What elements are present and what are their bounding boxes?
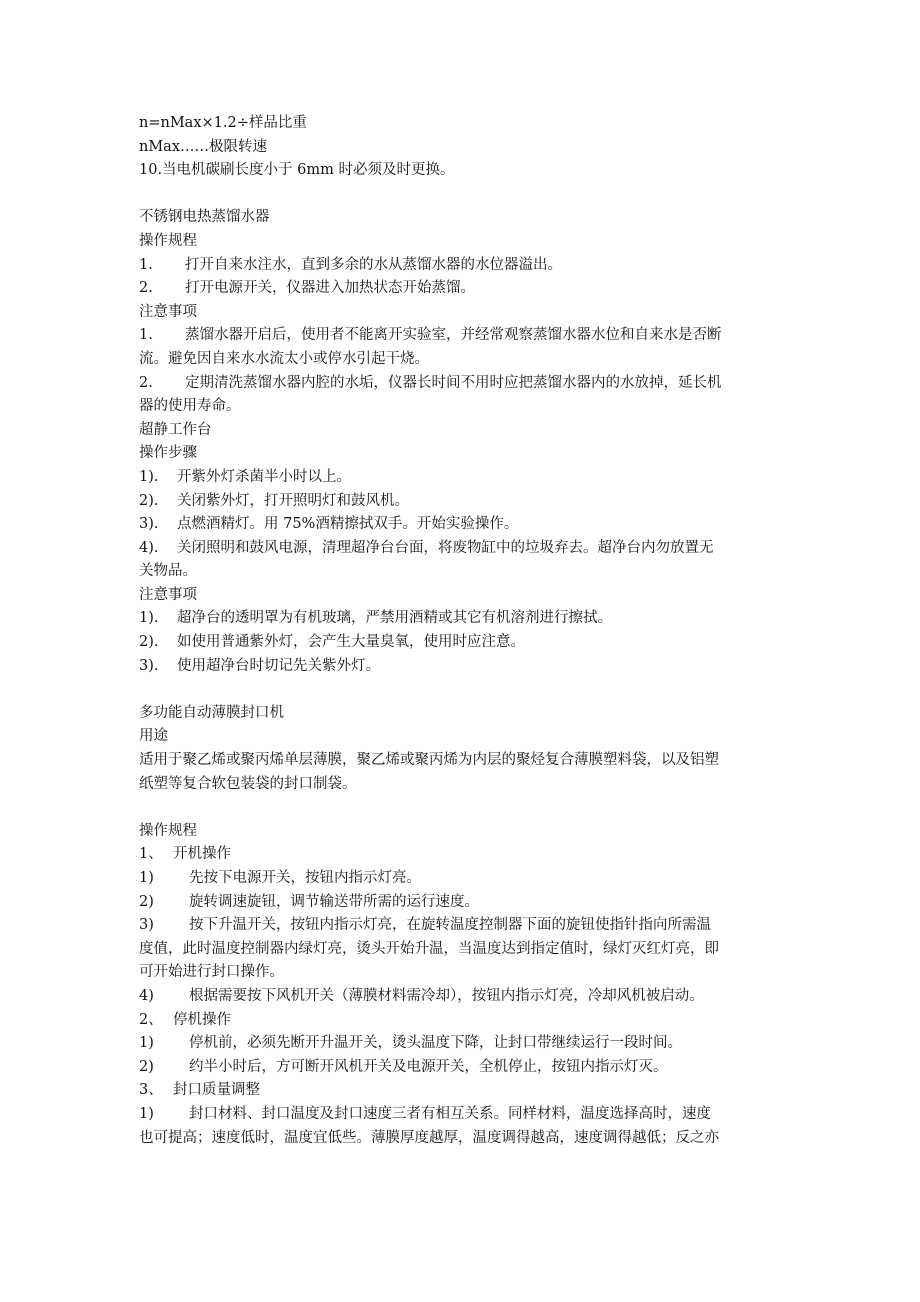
list-item-text: 旋转调速旋钮，调节输送带所需的运行速度。 — [189, 893, 479, 910]
list-item-number: 3) — [139, 917, 154, 934]
list-item — [139, 1032, 789, 1056]
list-item-number: 1). — [139, 610, 159, 627]
text-line: 流。避免因自来水水流太小或停水引起干烧。 — [139, 350, 429, 367]
text-line: nMax……极限转速 — [139, 138, 268, 155]
text-line: 多功能自动薄膜封口机 — [139, 704, 284, 721]
list-item-number: 1. — [139, 327, 153, 344]
list-item — [139, 891, 789, 915]
text-line: 注意事项 — [139, 586, 197, 603]
text-line: 操作步骤 — [139, 445, 197, 462]
list-item-number: 4) — [139, 987, 154, 1004]
list-item-text: 定期清洗蒸馏水器内腔的水垢，仪器长时间不用时应把蒸馏水器内的水放掉，延长机 — [185, 374, 722, 391]
list-item-text: 打开电源开关，仪器进入加热状态开始蒸馏。 — [185, 280, 475, 297]
document-page — [139, 112, 789, 1150]
list-item-text: 按下升温开关，按钮内指示灯亮，在旋转温度控制器下面的旋钮使指针指向所需温 — [189, 917, 711, 934]
text-line: 不锈钢电热蒸馏水器 — [139, 209, 270, 226]
text-line: 可开始进行封口操作。 — [139, 964, 284, 981]
text-line: 超静工作台 — [139, 421, 212, 438]
list-item-number: 1、 — [139, 846, 163, 863]
list-item-text: 点燃酒精灯。用 75%酒精擦拭双手。开始实验操作。 — [177, 516, 519, 533]
list-item — [139, 254, 789, 278]
list-item — [139, 277, 789, 301]
list-item-number: 3、 — [139, 1082, 163, 1099]
list-item-number: 2、 — [139, 1011, 163, 1028]
list-item-text: 停机操作 — [173, 1011, 231, 1028]
list-item-text: 超净台的透明罩为有机玻璃，严禁用酒精或其它有机溶剂进行擦拭。 — [177, 610, 612, 627]
list-item-text: 约半小时后，方可断开风机开关及电源开关，全机停止，按钮内指示灯灭。 — [189, 1058, 668, 1075]
list-item-number: 2). — [139, 492, 159, 509]
list-item — [139, 1103, 789, 1127]
list-item — [139, 1056, 789, 1080]
list-item — [139, 607, 789, 631]
text-line: 器的使用寿命。 — [139, 398, 241, 415]
text-line: 纸塑等复合软包装袋的封口制袋。 — [139, 775, 357, 792]
list-item — [139, 843, 789, 867]
list-item-number: 1). — [139, 468, 159, 485]
list-item-text: 封口材料、封口温度及封口速度三者有相互关系。同样材料，温度选择高时，速度 — [189, 1105, 711, 1122]
list-item-number: 2) — [139, 1058, 154, 1075]
list-item-text: 关闭照明和鼓风电源，清理超净台台面，将废物缸中的垃圾弃去。超净台内勿放置无 — [177, 539, 714, 556]
list-item — [139, 466, 789, 490]
list-item — [139, 1009, 789, 1033]
list-item-text: 打开自来水注水，直到多余的水从蒸馏水器的水位器溢出。 — [185, 256, 562, 273]
list-item-number: 3). — [139, 516, 159, 533]
list-item-text: 蒸馏水器开启后，使用者不能离开实验室，并经常观察蒸馏水器水位和自来水是否断 — [185, 327, 722, 344]
list-item — [139, 324, 789, 348]
list-item-number: 3). — [139, 657, 159, 674]
text-line: 操作规程 — [139, 232, 197, 249]
text-line: 度值，此时温度控制器内绿灯亮，烫头开始升温，当温度达到指定值时，绿灯灭红灯亮，即 — [139, 940, 719, 957]
list-item — [139, 867, 789, 891]
list-item — [139, 1079, 789, 1103]
list-item — [139, 372, 789, 396]
list-item-number: 4). — [139, 539, 159, 556]
list-item-text: 关闭紫外灯，打开照明灯和鼓风机。 — [177, 492, 409, 509]
list-item — [139, 985, 789, 1009]
text-line: n=nMax×1.2÷样品比重 — [139, 115, 307, 131]
list-item — [139, 631, 789, 655]
list-item — [139, 490, 789, 514]
text-line: 关物品。 — [139, 563, 197, 580]
list-item-number: 2. — [139, 374, 153, 391]
text-line: 用途 — [139, 728, 168, 745]
list-item-number: 2. — [139, 280, 153, 297]
list-item-text: 开机操作 — [173, 846, 231, 863]
list-item-number: 1) — [139, 1035, 154, 1052]
list-item — [139, 513, 789, 537]
list-item — [139, 655, 789, 679]
list-item — [139, 914, 789, 938]
list-item-text: 先按下电源开关，按钮内指示灯亮。 — [189, 870, 421, 886]
text-line: 适用于聚乙烯或聚丙烯单层薄膜，聚乙烯或聚丙烯为内层的聚烃复合薄膜塑料袋，以及铝塑 — [139, 752, 719, 769]
list-item-text: 使用超净台时切记先关紫外灯。 — [177, 657, 380, 674]
blank-line — [139, 183, 789, 207]
text-line: 10.当电机碳刷长度小于 6mm 时必须及时更换。 — [139, 162, 455, 179]
list-item-number: 1) — [139, 1105, 154, 1122]
list-item-number: 2). — [139, 634, 159, 651]
text-line: 操作规程 — [139, 822, 197, 839]
blank-line — [139, 678, 789, 702]
list-item-number: 1. — [139, 256, 153, 273]
list-item — [139, 537, 789, 561]
text-line: 注意事项 — [139, 303, 197, 320]
blank-line — [139, 796, 789, 820]
list-item-text: 如使用普通紫外灯，会产生大量臭氧，使用时应注意。 — [177, 634, 525, 651]
list-item-text: 停机前，必须先断开升温开关，烫头温度下降，让封口带继续运行一段时间。 — [189, 1035, 682, 1052]
list-item-number: 1) — [139, 870, 154, 886]
list-item-number: 2) — [139, 893, 154, 910]
text-line: 也可提高；速度低时，温度宜低些。薄膜厚度越厚，温度调得越高，速度调得越低；反之亦 — [139, 1129, 719, 1146]
list-item-text: 根据需要按下风机开关（薄膜材料需冷却），按钮内指示灯亮，冷却风机被启动。 — [189, 987, 704, 1004]
list-item-text: 开紫外灯杀菌半小时以上。 — [177, 468, 351, 485]
list-item-text: 封口质量调整 — [173, 1082, 260, 1099]
